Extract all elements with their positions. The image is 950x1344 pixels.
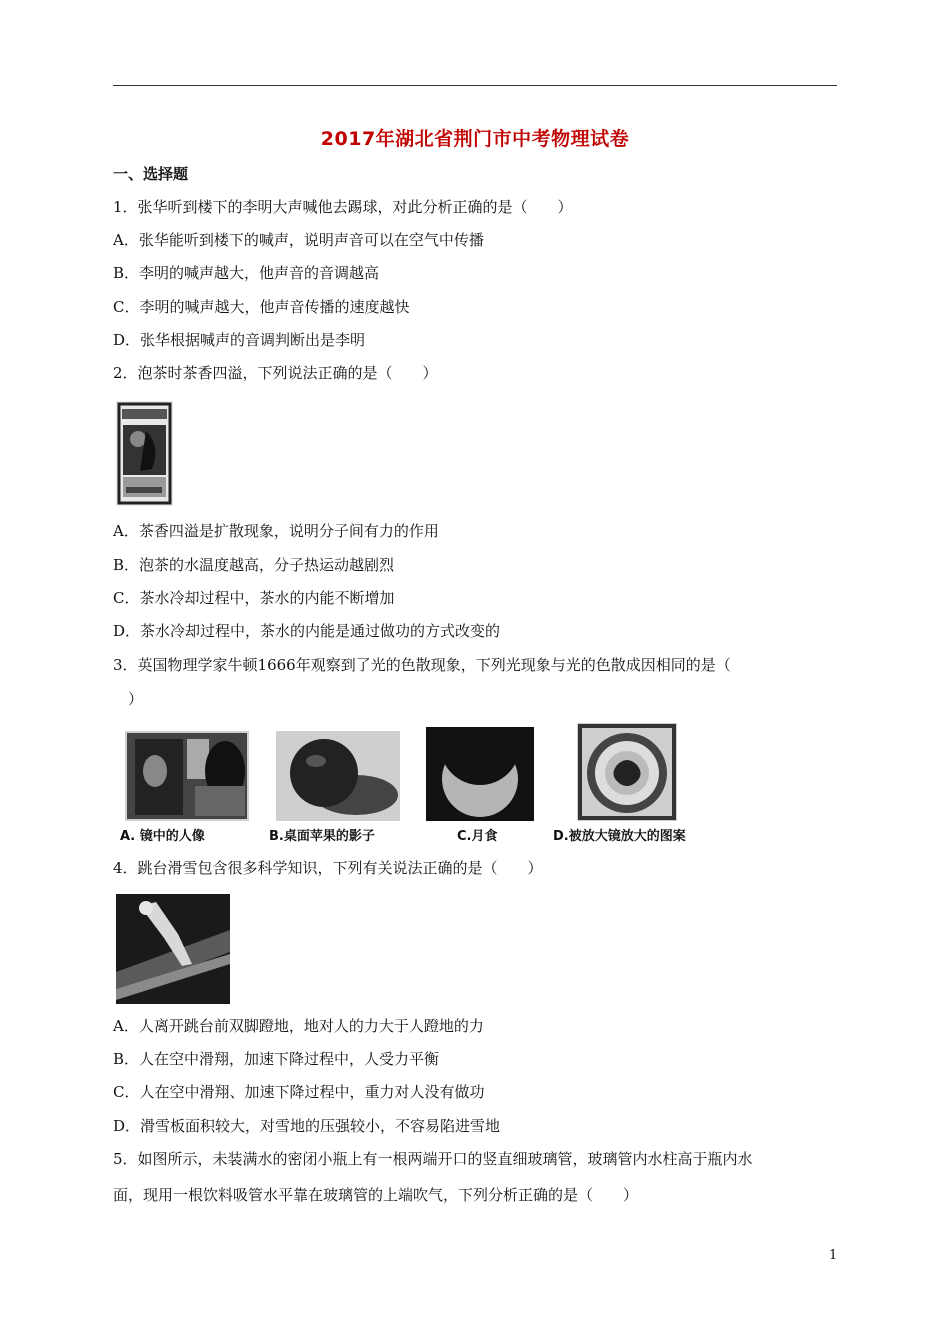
page-title: 2017年湖北省荆门市中考物理试卷 <box>320 128 630 150</box>
header-rule <box>113 85 837 86</box>
magnified-pattern-photo <box>577 723 677 821</box>
q1-option-a: A．张华能听到楼下的喊声，说明声音可以在空气中传播 <box>113 231 484 249</box>
q2-stem: 2．泡茶时茶香四溢，下列说法正确的是（ ） <box>113 364 438 382</box>
q2-option-b: B．泡茶的水温度越高，分子热运动越剧烈 <box>113 556 395 574</box>
section-heading: 一、选择题 <box>113 165 189 183</box>
q3-caption-b: B.桌面苹果的影子 <box>269 829 375 844</box>
q2-option-d: D．茶水冷却过程中，茶水的内能是通过做功的方式改变的 <box>113 622 501 640</box>
mirror-image-photo <box>125 731 249 821</box>
lunar-eclipse-photo <box>426 727 534 821</box>
q2-option-a: A．茶香四溢是扩散现象，说明分子间有力的作用 <box>113 522 439 540</box>
q3-caption-c: C.月食 <box>457 829 498 844</box>
q3-caption-d: D.被放大镜放大的图案 <box>553 829 686 844</box>
q3-stem-end: ） <box>128 690 144 708</box>
q5-line-2: 面，现用一根饮料吸管水平靠在玻璃管的上端吹气，下列分析正确的是（ ） <box>113 1186 639 1204</box>
q3-stem: 3．英国物理学家牛顿1666年观察到了光的色散现象，下列光现象与光的色散成因相同的是（ <box>113 656 731 674</box>
q1-option-d: D．张华根据喊声的音调判断出是李明 <box>113 331 366 349</box>
ski-jumper-photo <box>116 894 230 1004</box>
q2-option-c: C．茶水冷却过程中，茶水的内能不断增加 <box>113 589 395 607</box>
q5-line-1: 5．如图所示，未装满水的密闭小瓶上有一根两端开口的竖直细玻璃管，玻璃管内水柱高于瓶内水 <box>113 1150 753 1168</box>
q3-caption-a: A. 镜中的人像 <box>120 829 205 844</box>
q4-option-d: D．滑雪板面积较大，对雪地的压强较小，不容易陷进雪地 <box>113 1117 501 1135</box>
tea-glass-image <box>116 401 173 506</box>
q4-option-c: C．人在空中滑翔、加速下降过程中，重力对人没有做功 <box>113 1083 485 1101</box>
q1-option-c: C．李明的喊声越大，他声音传播的速度越快 <box>113 298 410 316</box>
q4-stem: 4．跳台滑雪包含很多科学知识，下列有关说法正确的是（ ） <box>113 859 543 877</box>
q1-stem: 1．张华听到楼下的李明大声喊他去踢球，对此分析正确的是（ ） <box>113 198 573 216</box>
q1-option-b: B．李明的喊声越大，他声音的音调越高 <box>113 264 380 282</box>
q4-option-b: B．人在空中滑翔，加速下降过程中，人受力平衡 <box>113 1050 440 1068</box>
page-number: 1 <box>829 1248 838 1263</box>
apple-shadow-photo <box>276 731 400 821</box>
q4-option-a: A．人离开跳台前双脚蹬地，地对人的力大于人蹬地的力 <box>113 1017 484 1035</box>
